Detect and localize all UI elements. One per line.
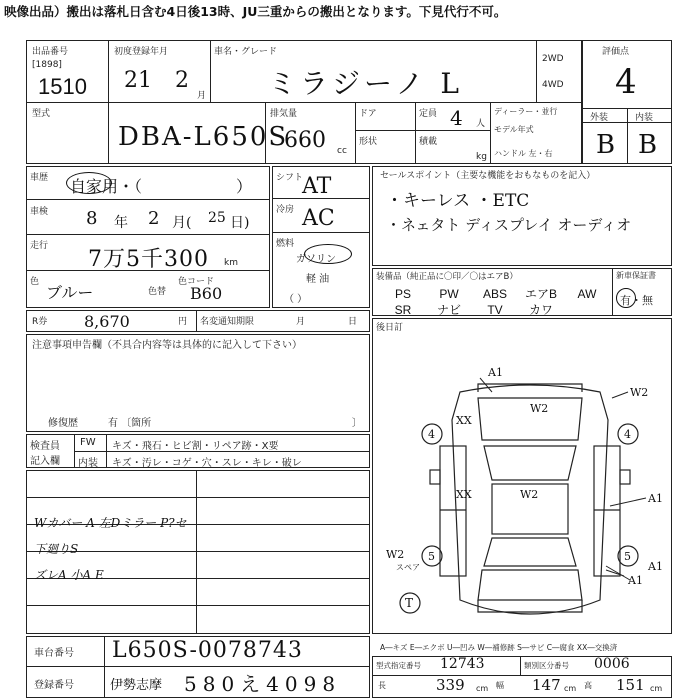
- lot-label: 出品番号: [32, 47, 69, 57]
- mileage-unit: km: [224, 258, 238, 268]
- notice-day: 日: [348, 317, 358, 327]
- recycle-label: R券: [32, 317, 48, 327]
- color-code-label: 色コード: [178, 277, 215, 287]
- capacity-label: 定員: [419, 109, 438, 119]
- mark-left-xx: XX: [456, 414, 472, 427]
- equipment-item: SR: [394, 303, 412, 317]
- equipment-item: AW: [577, 287, 597, 301]
- notes-title: 注意事項申告欄（不具合内容等は具体的に記入して下さい）: [32, 340, 302, 351]
- inspection-day: 25: [208, 210, 226, 226]
- mark-right-a1: A1: [648, 492, 663, 505]
- interior-label: 内装: [635, 113, 654, 123]
- equipment-title: 装備品（純正品に〇印／〇はエアB）: [376, 272, 518, 282]
- model-year-label: モデル年式: [494, 125, 534, 134]
- fw-label: FW: [80, 437, 96, 448]
- fuel-other: （ ）: [284, 294, 308, 305]
- fw-text: キズ・飛石・ヒビ割・リペア跡・X要: [112, 441, 279, 452]
- dealer-label: ディーラー・並行: [494, 107, 558, 116]
- first-reg-month-unit: 月: [197, 91, 207, 101]
- comment-3: ズレA 小A E: [34, 568, 104, 582]
- sales-point-2: ・ネェタト ディスプレイ オーディオ: [386, 216, 632, 234]
- class-label: 類別区分番号: [524, 661, 569, 670]
- door-label: ドア: [359, 109, 377, 119]
- car-name: ミラジーノ L: [268, 67, 463, 100]
- shift-value: AT: [302, 174, 332, 199]
- mileage-label: 走行: [30, 241, 49, 251]
- mark-spare-t: T: [405, 596, 414, 610]
- first-reg-label: 初度登録年月: [114, 47, 169, 57]
- load-label: 積載: [419, 137, 438, 147]
- mark-front-a1: A1: [488, 366, 503, 379]
- length-unit: cm: [476, 684, 489, 693]
- mark-wheel-fl: 4: [428, 428, 435, 441]
- spare-label: スペア: [396, 563, 420, 572]
- type-cert-value: 12743: [440, 656, 485, 672]
- int-label: 内装: [78, 458, 98, 469]
- color-value: ブルー: [46, 283, 94, 302]
- interior-score: B: [638, 130, 658, 160]
- equipment-item: ナビ: [436, 303, 461, 317]
- lot-sub: [1898]: [32, 60, 62, 70]
- use-label: 車歴: [30, 173, 49, 183]
- lot-number: 1510: [38, 74, 87, 99]
- height-value: 151: [616, 676, 645, 694]
- chassis-label: 車台番号: [34, 648, 74, 659]
- plate-region: 伊勢志摩: [110, 678, 163, 693]
- inspection-month-unit: 月(: [172, 215, 192, 231]
- length-label: 長: [378, 681, 386, 690]
- fuel-light: 軽 油: [306, 274, 330, 285]
- use-close: ）: [236, 177, 253, 196]
- plate-label: 登録番号: [34, 680, 74, 691]
- load-unit: kg: [476, 152, 487, 162]
- recycle-value: 8,670: [84, 312, 130, 331]
- comment-2: 下廻りS: [34, 542, 79, 556]
- type-cert-label: 型式指定番号: [376, 661, 421, 670]
- equipment-item: エアB: [524, 287, 557, 301]
- ac-value: AC: [302, 206, 335, 231]
- displacement-value: 660: [284, 128, 326, 153]
- rear-label: 後日訂: [376, 323, 404, 333]
- model-value: DBA-L650S: [118, 122, 289, 152]
- mark-rear-a1-1: A1: [648, 560, 663, 573]
- displacement-unit: cc: [337, 146, 347, 156]
- equipment-item: PW: [439, 287, 459, 301]
- equipment-item: PS: [394, 287, 411, 301]
- handle-label: ハンドル 左・右: [494, 149, 553, 158]
- inspection-day-unit: 日): [230, 215, 250, 231]
- repair-value: 有 〔箇所: [108, 418, 152, 429]
- capacity-unit: 人: [476, 119, 486, 129]
- height-unit: cm: [650, 684, 663, 693]
- mark-wheel-rr: 5: [624, 550, 631, 563]
- width-value: 147: [532, 676, 561, 694]
- drive-2wd: 2WD: [542, 54, 564, 64]
- class-value: 0006: [594, 656, 630, 672]
- exterior-label: 外装: [590, 113, 609, 123]
- legend: A―キズ E―エクボ U―凹み W―補修跡 S―サビ C―腐食 XX―交換済: [380, 643, 618, 652]
- mark-wheel-rl: 5: [428, 550, 435, 563]
- shape-label: 形状: [359, 137, 378, 147]
- recycle-unit: 円: [178, 317, 188, 327]
- equipment-item: カワ: [528, 303, 553, 317]
- inspection-year-unit: 年: [114, 215, 128, 231]
- inspector-label-2: 記入欄: [30, 456, 60, 467]
- notice-month: 月: [296, 317, 306, 327]
- length-value: 339: [436, 676, 465, 694]
- repair-label: 修復歴: [48, 418, 78, 429]
- ac-label: 冷房: [276, 205, 295, 215]
- height-label: 高: [584, 681, 592, 690]
- use-value: 自家用・（: [70, 177, 143, 196]
- model-label: 型式: [32, 109, 51, 119]
- mark-mid-xx: XX: [456, 488, 472, 501]
- score-label: 評価点: [602, 47, 630, 57]
- width-unit: cm: [564, 684, 577, 693]
- fuel-label: 燃料: [276, 239, 295, 249]
- inspection-month: 2: [148, 208, 160, 229]
- notice-label: 名変通知期限: [200, 317, 255, 327]
- inspector-label-1: 検査員: [30, 441, 60, 452]
- first-reg-year: 21: [124, 68, 152, 93]
- mark-right-w2: W2: [630, 386, 649, 399]
- auction-banner: 映像出品）搬出は落札日含む4日後13時、JU三重からの搬出となります。下見代行不可。: [0, 0, 700, 20]
- mark-hood-w2: W2: [530, 402, 549, 415]
- color-name-label: 色替: [148, 287, 167, 297]
- equipment-item: TV: [487, 303, 503, 317]
- sales-points-title: セールスポイント（主要な機能をおもなものを記入）: [380, 171, 596, 181]
- fuel-gas: ガソリン: [296, 254, 336, 265]
- mark-wheel-fr: 4: [624, 428, 631, 441]
- repair-close: 〕: [352, 418, 362, 429]
- shift-label: シフト: [276, 173, 304, 183]
- color-code-value: B60: [190, 284, 223, 303]
- mark-rear-a1-2: A1: [628, 574, 643, 587]
- mark-left-w2: W2: [386, 548, 405, 561]
- inspection-year: 8: [86, 208, 98, 229]
- chassis-value: L650S-0078743: [112, 638, 303, 663]
- mark-roof-w2: W2: [520, 488, 539, 501]
- color-label: 色: [30, 277, 40, 287]
- drive-4wd: 4WD: [542, 80, 564, 90]
- score-value: 4: [615, 62, 637, 102]
- comment-1: Wカバー A 左Dミラー P?セ: [34, 516, 187, 530]
- mileage-value: 7万5千300: [88, 247, 209, 272]
- warranty-value: 有・無: [620, 294, 653, 307]
- sales-point-1: ・キーレス ・ETC: [386, 191, 530, 211]
- warranty-label: 新車保証書: [616, 271, 656, 280]
- displacement-label: 排気量: [270, 109, 298, 119]
- capacity-value: 4: [450, 106, 463, 130]
- plate-number: 580え4098: [184, 672, 342, 696]
- exterior-score: B: [596, 130, 616, 160]
- car-name-label: 車名・グレード: [214, 47, 278, 57]
- equipment-item: ABS: [482, 287, 507, 301]
- first-reg-month: 2: [175, 68, 189, 93]
- inspection-label: 車検: [30, 207, 49, 217]
- width-label: 幅: [496, 681, 504, 690]
- int-text: キズ・汚レ・コゲ・穴・スレ・キレ・破レ: [112, 458, 302, 469]
